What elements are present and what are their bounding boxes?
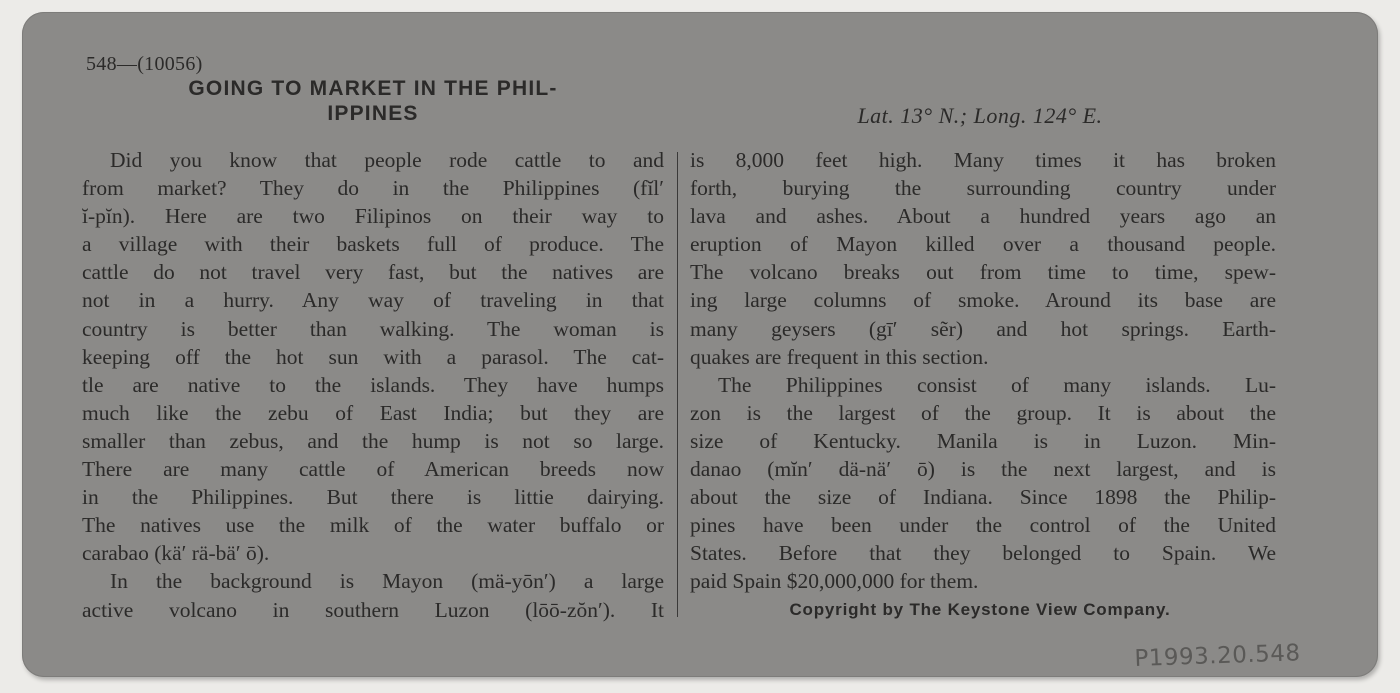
right-text-column bbox=[690, 146, 1276, 596]
text-line: zon is the largest of the group. It is about the bbox=[690, 400, 1276, 425]
text-line: is 8,000 feet high. Many times it has broken bbox=[690, 148, 1276, 172]
text-line: not in a hurry. Any way of traveling in that bbox=[82, 288, 664, 313]
text-line: The natives use the milk of the water buffalo or bbox=[82, 513, 664, 538]
text-line: ĭ-pĭn). Here are two Filipinos on their way to bbox=[82, 204, 664, 229]
text-line: keeping off the hot sun with a parasol. The cat- bbox=[82, 344, 664, 369]
text-line: a village with their baskets full of produce. The bbox=[82, 232, 664, 257]
text-line: country is better than walking. The woman is bbox=[82, 316, 664, 341]
text-line: quakes are frequent in this section. bbox=[690, 344, 989, 369]
text-line: in the Philippines. But there is littie dairying. bbox=[82, 485, 664, 510]
copyright-notice: Copyright by The Keystone View Company. bbox=[789, 600, 1171, 619]
text-line: danao (mĭn′ dä-nä′ ō) is the next largest, and is bbox=[690, 457, 1276, 482]
text-line: smaller than zebus, and the hump is not so large. bbox=[82, 428, 664, 453]
text-line: size of Kentucky. Manila is in Luzon. Min- bbox=[690, 428, 1276, 453]
left-text-column bbox=[82, 146, 664, 624]
text-line: The Philippines consist of many islands. Lu- bbox=[718, 372, 1276, 397]
text-line: In the background is Mayon (mä-yōn′) a large bbox=[110, 569, 664, 594]
text-line: tle are native to the islands. They have humps bbox=[82, 372, 664, 397]
text-line: The volcano breaks out from time to time, spew- bbox=[690, 260, 1276, 285]
text-line: much like the zebu of East India; but they are bbox=[82, 400, 664, 425]
text-line: forth, burying the surrounding country under bbox=[690, 176, 1276, 201]
title-line: GOING TO MARKET IN THE PHIL- bbox=[188, 77, 558, 100]
text-line: from market? They do in the Philippines (fĭl′ bbox=[82, 176, 664, 201]
text-line: many geysers (gī′ sẽr) and hot springs. Earth- bbox=[690, 316, 1276, 341]
text-line: States. Before that they belonged to Spain. We bbox=[690, 541, 1276, 566]
title-line: IPPINES bbox=[327, 102, 419, 125]
text-line: cattle do not travel very fast, but the natives are bbox=[82, 260, 664, 285]
text-line: ing large columns of smoke. Around its base are bbox=[690, 288, 1276, 313]
text-line: paid Spain $20,000,000 for them. bbox=[690, 569, 979, 594]
text-line: There are many cattle of American breeds now bbox=[82, 457, 664, 482]
text-line: Did you know that people rode cattle to and bbox=[110, 148, 664, 172]
column-divider bbox=[677, 152, 678, 617]
card-title bbox=[90, 76, 656, 126]
card-number: 548—(10056) bbox=[86, 53, 203, 75]
text-line: about the size of Indiana. Since 1898 the Philip- bbox=[690, 485, 1276, 510]
text-line: lava and ashes. About a hundred years ago an bbox=[690, 204, 1276, 229]
text-line: eruption of Mayon killed over a thousand people. bbox=[690, 232, 1276, 257]
text-line: carabao (kä′ rä-bä′ ō). bbox=[82, 541, 270, 566]
text-line: pines have been under the control of the United bbox=[690, 513, 1276, 538]
coordinates: Lat. 13° N.; Long. 124° E. bbox=[857, 103, 1103, 128]
accession-number: P1993.20.548 bbox=[1134, 640, 1302, 672]
text-line: active volcano in southern Luzon (lōō-zŏn′). It bbox=[82, 597, 664, 622]
